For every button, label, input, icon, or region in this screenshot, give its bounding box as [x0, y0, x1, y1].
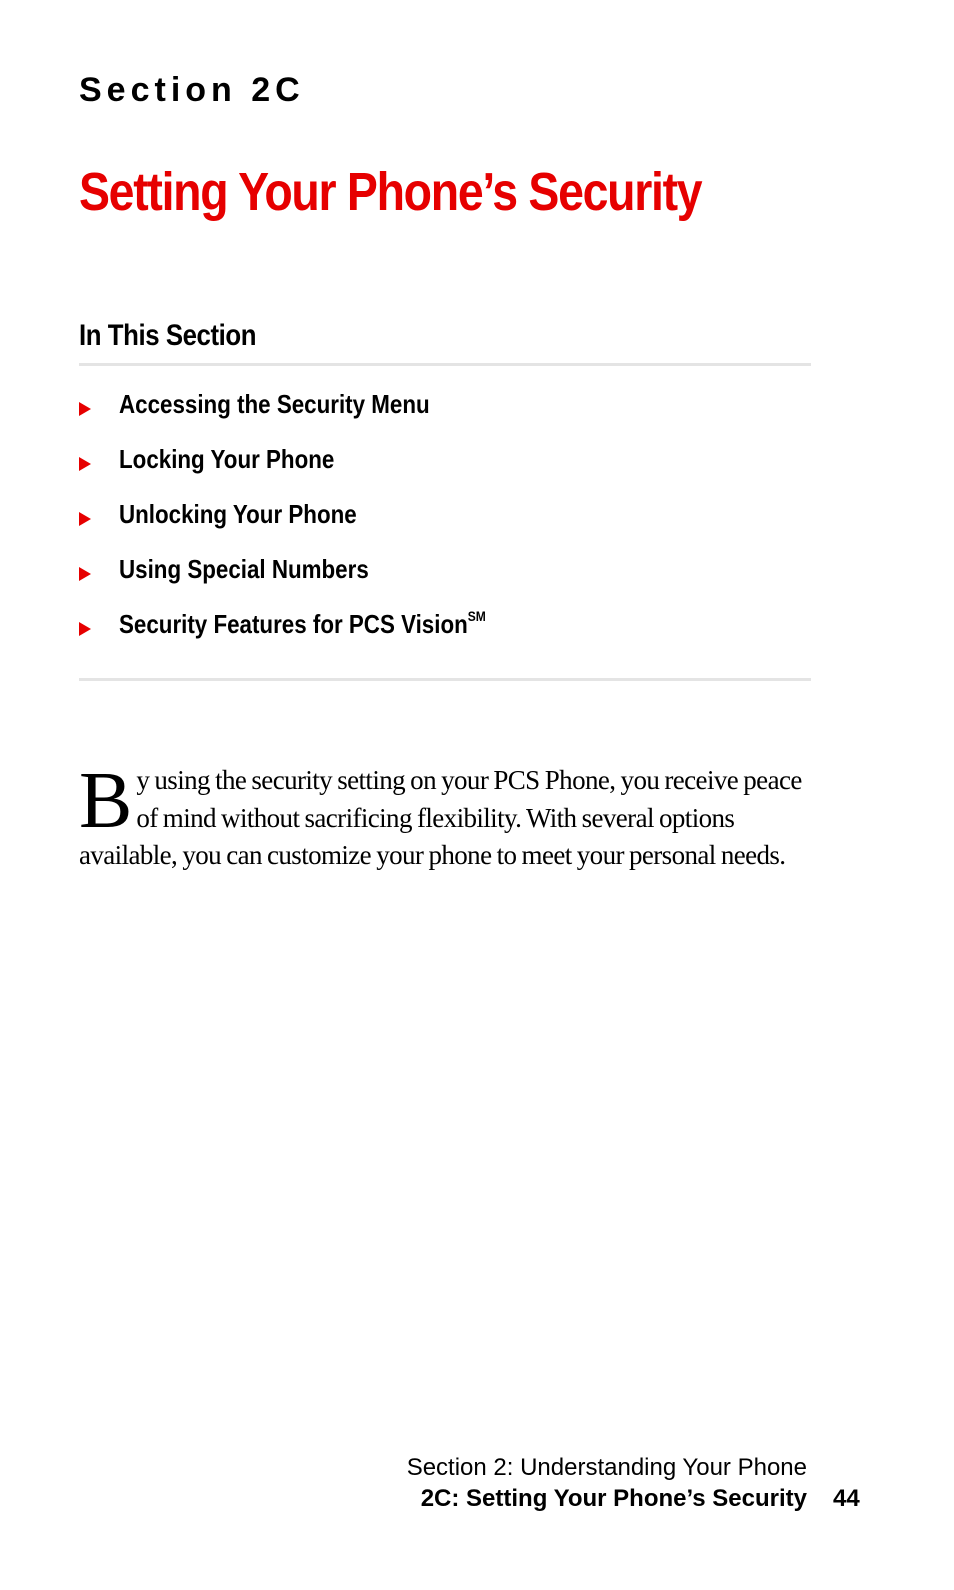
toc-item-label: Accessing the Security Menu	[119, 389, 430, 419]
toc-item-locking-phone[interactable]	[79, 442, 546, 477]
toc-heading: In This Section	[79, 319, 257, 352]
footer-chapter-title: 2C: Setting Your Phone’s Security	[420, 1485, 807, 1512]
triangle-bullet-icon	[79, 622, 91, 636]
triangle-bullet-icon	[79, 512, 91, 526]
triangle-bullet-icon	[79, 567, 91, 581]
toc-item-label: Using Special Numbers	[119, 554, 369, 584]
drop-cap: B	[79, 757, 133, 845]
toc-item-label: Security Features for PCS Vision℠	[119, 608, 486, 639]
section-label: Section 2C	[79, 71, 305, 109]
footer-section-title: Section 2: Understanding Your Phone	[406, 1454, 807, 1481]
toc-item-pcs-vision-security[interactable]	[79, 607, 546, 642]
toc-list	[79, 387, 546, 662]
intro-paragraph	[79, 757, 811, 875]
toc-item-label: Locking Your Phone	[119, 444, 335, 474]
page-number: 44	[833, 1485, 860, 1512]
toc-item-unlocking-phone[interactable]	[79, 497, 546, 532]
toc-top-divider	[79, 363, 811, 366]
toc-item-accessing-security-menu[interactable]	[79, 387, 546, 422]
intro-text: y using the security setting on your PCS Phone, you receive peace of mind without sacrificing flexibility. With several options available, you can customize your phone to meet your personal needs.	[79, 765, 802, 870]
triangle-bullet-icon	[79, 402, 91, 416]
toc-item-special-numbers[interactable]	[79, 552, 546, 587]
toc-item-label: Unlocking Your Phone	[119, 499, 357, 529]
triangle-bullet-icon	[79, 457, 91, 471]
page-title: Setting Your Phone’s Security	[79, 162, 702, 222]
toc-bottom-divider	[79, 678, 811, 681]
service-mark-sup: SM	[467, 608, 486, 624]
